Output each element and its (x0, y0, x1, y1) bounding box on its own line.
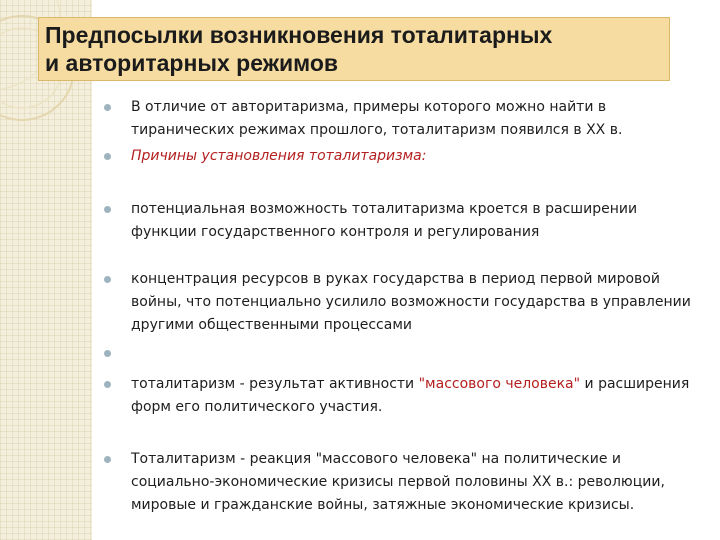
slide-title-line-2: и авторитарных режимов (45, 50, 339, 76)
bullet-item (104, 268, 700, 337)
bullet-item (104, 145, 700, 168)
bullet-text: В отличие от авторитаризма, примеры которого можно найти в тиранических режимах прошлого, тоталитаризм появился в XX в. (131, 99, 623, 138)
bullet-dot (104, 381, 111, 388)
bullet-text-part: тоталитаризм - результат активности (131, 376, 419, 392)
bullet-text (131, 373, 700, 419)
bullet-text-causes-heading: Причины установления тоталитаризма: (131, 148, 427, 164)
bullet-item (104, 448, 700, 517)
slide-title-line-1: Предпосылки возникновения тоталитарных (45, 22, 553, 48)
bullet-item (104, 96, 700, 142)
bullet-dot (104, 276, 111, 283)
bullet-text-part: и расширения форм его политического участия. (131, 376, 690, 415)
bullet-text: потенциальная возможность тоталитаризма кроется в расширении функции государственного контроля и регулирования (131, 201, 638, 240)
bullet-item (104, 198, 700, 244)
slide-title-box (38, 17, 670, 81)
bullet-dot (104, 153, 111, 160)
bullet-dot (104, 206, 111, 213)
bullet-dot (104, 104, 111, 111)
bullet-item (104, 373, 700, 419)
bullet-dot (104, 350, 111, 357)
bullet-text: концентрация ресурсов в руках государства в период первой мировой войны, что потенциально усилило возможности государства в управлении другими общественными процессами (131, 271, 691, 333)
bullet-dot (104, 456, 111, 463)
bullet-text: Тоталитаризм - реакция "массового человека" на политические и социально-экономические кризисы первой половины XX в.: революции, мировые и гражданские войны, затяжные экономические кризисы. (131, 451, 665, 513)
mass-man-highlight: "массового человека" (418, 376, 581, 392)
